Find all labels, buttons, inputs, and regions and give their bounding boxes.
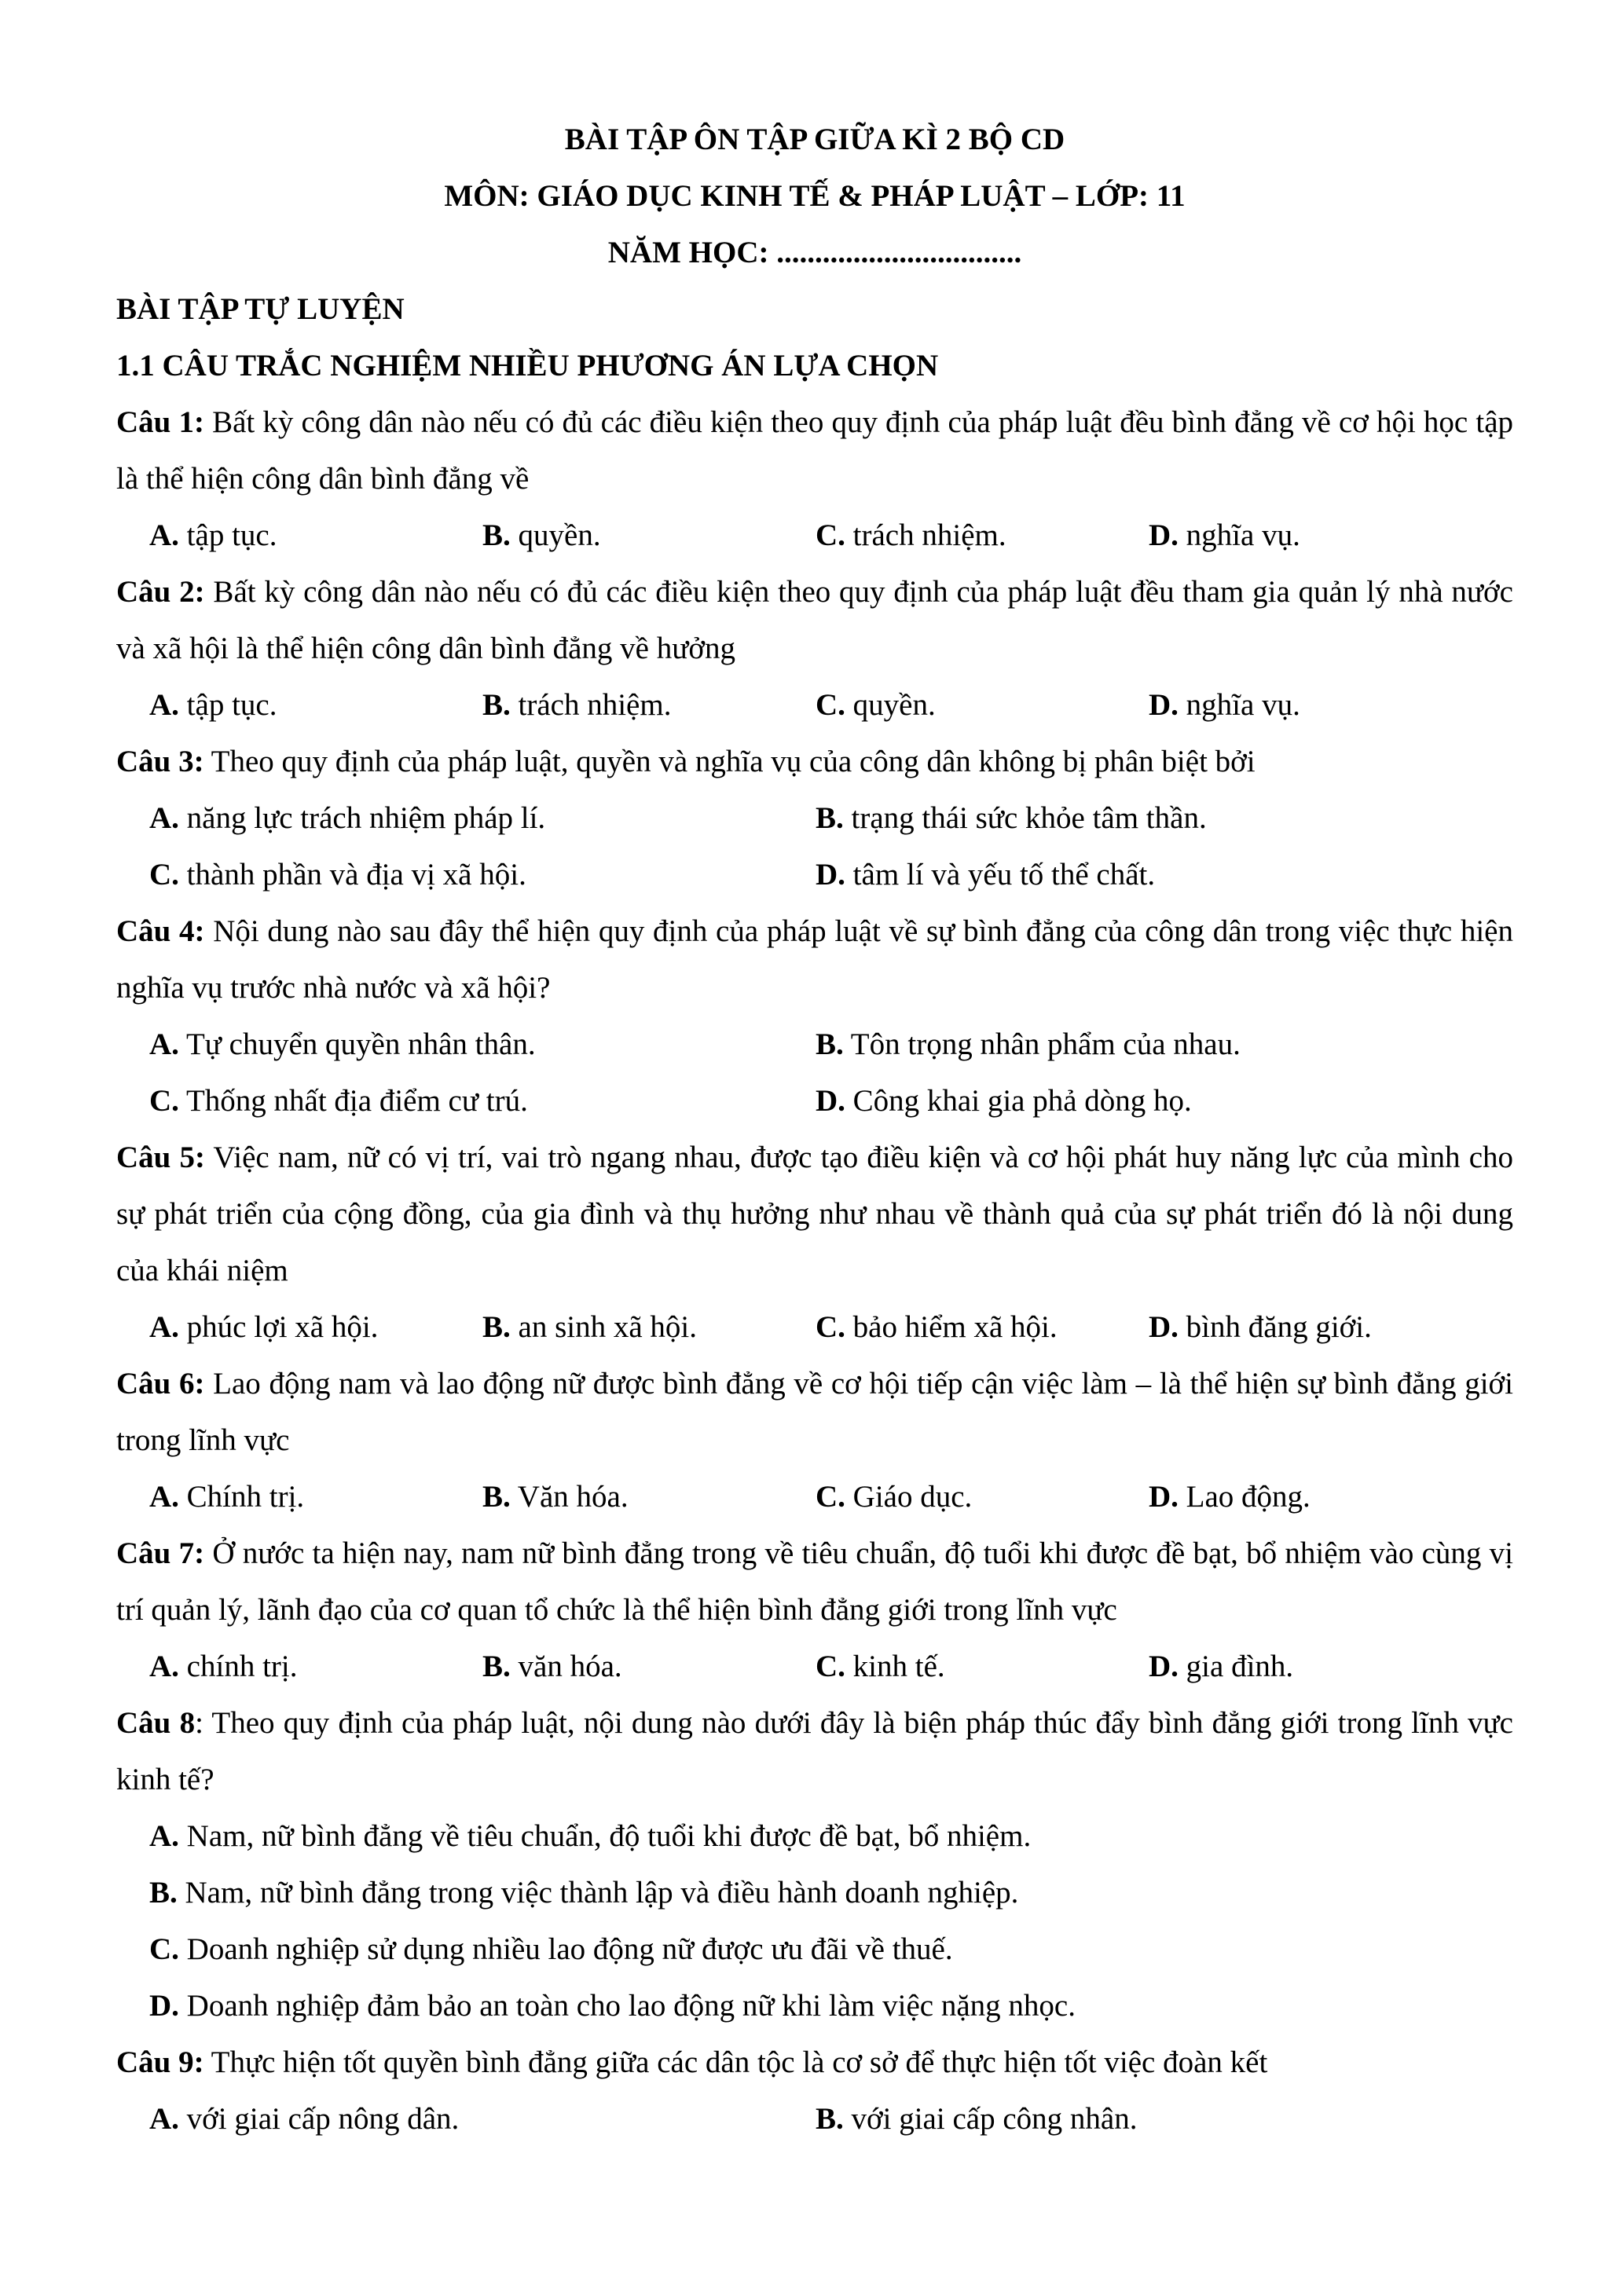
option-a [149,507,482,564]
question-label: Câu 3: [116,745,204,778]
option-text: phúc lợi xã hội. [178,1310,379,1344]
option-a [116,1808,1513,1865]
option-label: A. [149,518,179,552]
option-label: C. [816,1310,845,1344]
question-label: Câu 4: [116,914,205,948]
option-text: thành phần và địa vị xã hội. [178,858,526,892]
option-label: C. [816,518,845,552]
question-1-options [116,507,1513,564]
option-text: tập tục. [178,518,277,552]
option-a [149,2091,816,2148]
option-text: với giai cấp công nhân. [843,2102,1138,2136]
option-text: với giai cấp nông dân. [178,2102,460,2136]
option-label: A. [149,1650,179,1683]
question-5 [116,1130,1513,1299]
option-label: C. [816,688,845,722]
question-6 [116,1356,1513,1469]
question-2 [116,564,1513,677]
option-text: Tự chuyển quyền nhân thân. [178,1027,536,1061]
option-text: Nam, nữ bình đẳng trong việc thành lập và điều hành doanh nghiệp. [177,1876,1019,1910]
question-text: : Theo quy định của pháp luật, nội dung nào dưới đây là biện pháp thúc đẩy bình đẳng giới trong lĩnh vực kinh tế? [116,1706,1513,1796]
option-label: A. [149,2102,179,2136]
question-3-options-row-1 [116,790,1513,847]
option-label: A. [149,1027,179,1061]
option-text: gia đình. [1178,1650,1294,1683]
option-label: D. [1149,1650,1179,1683]
option-label: A. [149,801,179,835]
option-label: D. [1149,688,1179,722]
option-label: B. [816,801,844,835]
option-label: B. [482,1310,511,1344]
option-c [149,1073,816,1130]
option-text: Nam, nữ bình đẳng về tiêu chuẩn, độ tuổi khi được đề bạt, bổ nhiệm. [178,1819,1032,1853]
option-label: A. [149,688,179,722]
option-d [1149,1639,1482,1695]
subject-line: MÔN: GIÁO DỤC KINH TẾ & PHÁP LUẬT – LỚP: 11 [444,179,1186,213]
option-label: B. [816,2102,844,2136]
option-a [149,677,482,734]
option-text: Văn hóa. [510,1480,629,1514]
option-text: năng lực trách nhiệm pháp lí. [178,801,546,835]
option-d [1149,1299,1482,1356]
question-5-options [116,1299,1513,1356]
option-b [816,2091,1482,2148]
question-text: Thực hiện tốt quyền bình đẳng giữa các dân tộc là cơ sở để thực hiện tốt việc đoàn kết [203,2045,1268,2079]
subsection-title: 1.1 CÂU TRẮC NGHIỆM NHIỀU PHƯƠNG ÁN LỰA CHỌN [116,349,939,383]
option-label: D. [816,858,845,892]
question-7 [116,1525,1513,1639]
option-label: B. [482,518,511,552]
option-label: D. [1149,1480,1179,1514]
option-text: kinh tế. [845,1650,945,1683]
option-label: D. [1149,518,1179,552]
option-a [149,1469,482,1525]
option-d [1149,1469,1482,1525]
option-label: D. [1149,1310,1179,1344]
option-a [149,1016,816,1073]
option-label: C. [816,1480,845,1514]
option-b [482,677,816,734]
option-text: Lao động. [1178,1480,1311,1514]
option-b [816,790,1482,847]
question-label: Câu 8 [116,1706,196,1740]
question-7-options [116,1639,1513,1695]
option-label: D. [149,1989,179,2023]
question-8 [116,1695,1513,1808]
question-3-options-row-2 [116,847,1513,903]
question-label: Câu 5: [116,1141,205,1174]
question-4-options-row-2 [116,1073,1513,1130]
option-a [149,1299,482,1356]
document-title: BÀI TẬP ÔN TẬP GIỮA KÌ 2 BỘ CD [564,123,1065,156]
question-text: Ở nước ta hiện nay, nam nữ bình đẳng trong về tiêu chuẩn, độ tuổi khi được đề bạt, bổ nhiệm vào cùng vị trí quản lý, lãnh đạo của cơ quan tổ chức là thể hiện bình đẳng giới trong lĩnh vực [116,1536,1514,1627]
option-text: tâm lí và yếu tố thể chất. [845,858,1156,892]
option-c [816,1639,1149,1695]
option-text: trách nhiệm. [845,518,1006,552]
question-label: Câu 7: [116,1536,205,1570]
option-text: trách nhiệm. [510,688,672,722]
school-year-line: NĂM HỌC: ................................ [607,236,1022,269]
option-d [116,1978,1513,2034]
option-d [1149,507,1482,564]
option-c [116,1921,1513,1978]
option-text: nghĩa vụ. [1178,688,1300,722]
option-b [482,507,816,564]
option-text: quyền. [845,688,936,722]
option-label: D. [816,1084,845,1118]
option-c [816,507,1149,564]
option-text: Công khai gia phả dòng họ. [845,1084,1192,1118]
option-label: C. [149,858,179,892]
question-2-options [116,677,1513,734]
question-9-options [116,2091,1513,2148]
option-b [482,1299,816,1356]
option-label: B. [149,1876,178,1910]
option-text: chính trị. [178,1650,298,1683]
option-c [816,677,1149,734]
option-b [816,1016,1482,1073]
option-c [149,847,816,903]
option-text: quyền. [510,518,601,552]
document-content [116,112,1513,2148]
section-title: BÀI TẬP TỰ LUYỆN [116,292,405,326]
question-4-options-row-1 [116,1016,1513,1073]
option-label: A. [149,1819,179,1853]
option-label: B. [816,1027,844,1061]
question-label: Câu 2: [116,575,205,609]
option-label: C. [149,1084,179,1118]
option-text: nghĩa vụ. [1178,518,1300,552]
question-text: Theo quy định của pháp luật, quyền và nghĩa vụ của công dân không bị phân biệt bởi [203,745,1256,778]
question-text: Bất kỳ công dân nào nếu có đủ các điều kiện theo quy định của pháp luật đều tham gia quản lý nhà nước và xã hội là thể hiện công dân bình đẳng về hưởng [116,575,1513,665]
option-text: bảo hiểm xã hội. [845,1310,1058,1344]
option-text: văn hóa. [510,1650,622,1683]
option-text: Giáo dục. [845,1480,973,1514]
option-b [482,1639,816,1695]
option-d [1149,677,1482,734]
question-label: Câu 9: [116,2045,204,2079]
option-text: an sinh xã hội. [510,1310,697,1344]
option-text: Tôn trọng nhân phẩm của nhau. [843,1027,1241,1061]
option-text: Chính trị. [178,1480,305,1514]
option-b [482,1469,816,1525]
question-6-options [116,1469,1513,1525]
option-label: C. [816,1650,845,1683]
option-text: tập tục. [178,688,277,722]
option-b [116,1865,1513,1921]
question-text: Nội dung nào sau đây thể hiện quy định của pháp luật về sự bình đẳng của công dân trong việc thực hiện nghĩa vụ trước nhà nước và xã hội? [116,914,1513,1005]
option-text: Thống nhất địa điểm cư trú. [178,1084,528,1118]
option-text: bình đăng giới. [1178,1310,1372,1344]
option-a [149,790,816,847]
option-text: Doanh nghiệp đảm bảo an toàn cho lao động nữ khi làm việc nặng nhọc. [178,1989,1076,2023]
question-3 [116,734,1513,790]
question-1 [116,394,1513,507]
option-label: B. [482,1480,511,1514]
question-text: Việc nam, nữ có vị trí, vai trò ngang nhau, được tạo điều kiện và cơ hội phát huy năng lực của mình cho sự phát triển của cộng đồng, của gia đình và thụ hưởng như nhau về thành quả của sự phát triển đó là nội dung của khái niệm [116,1141,1513,1287]
option-label: C. [149,1932,179,1966]
question-9 [116,2034,1513,2091]
question-text: Bất kỳ công dân nào nếu có đủ các điều kiện theo quy định của pháp luật đều bình đẳng về cơ hội học tập là thể hiện công dân bình đẳng về [116,405,1513,496]
option-text: trạng thái sức khỏe tâm thần. [843,801,1207,835]
option-label: B. [482,1650,511,1683]
option-a [149,1639,482,1695]
option-label: B. [482,688,511,722]
option-d [816,1073,1482,1130]
question-4 [116,903,1513,1016]
option-d [816,847,1482,903]
option-c [816,1299,1149,1356]
question-label: Câu 1: [116,405,204,439]
question-text: Lao động nam và lao động nữ được bình đẳng về cơ hội tiếp cận việc làm – là thể hiện sự bình đẳng giới trong lĩnh vực [116,1367,1513,1457]
option-text: Doanh nghiệp sử dụng nhiều lao động nữ được ưu đãi về thuế. [178,1932,953,1966]
option-label: A. [149,1480,179,1514]
option-c [816,1469,1149,1525]
option-label: A. [149,1310,179,1344]
question-label: Câu 6: [116,1367,205,1401]
